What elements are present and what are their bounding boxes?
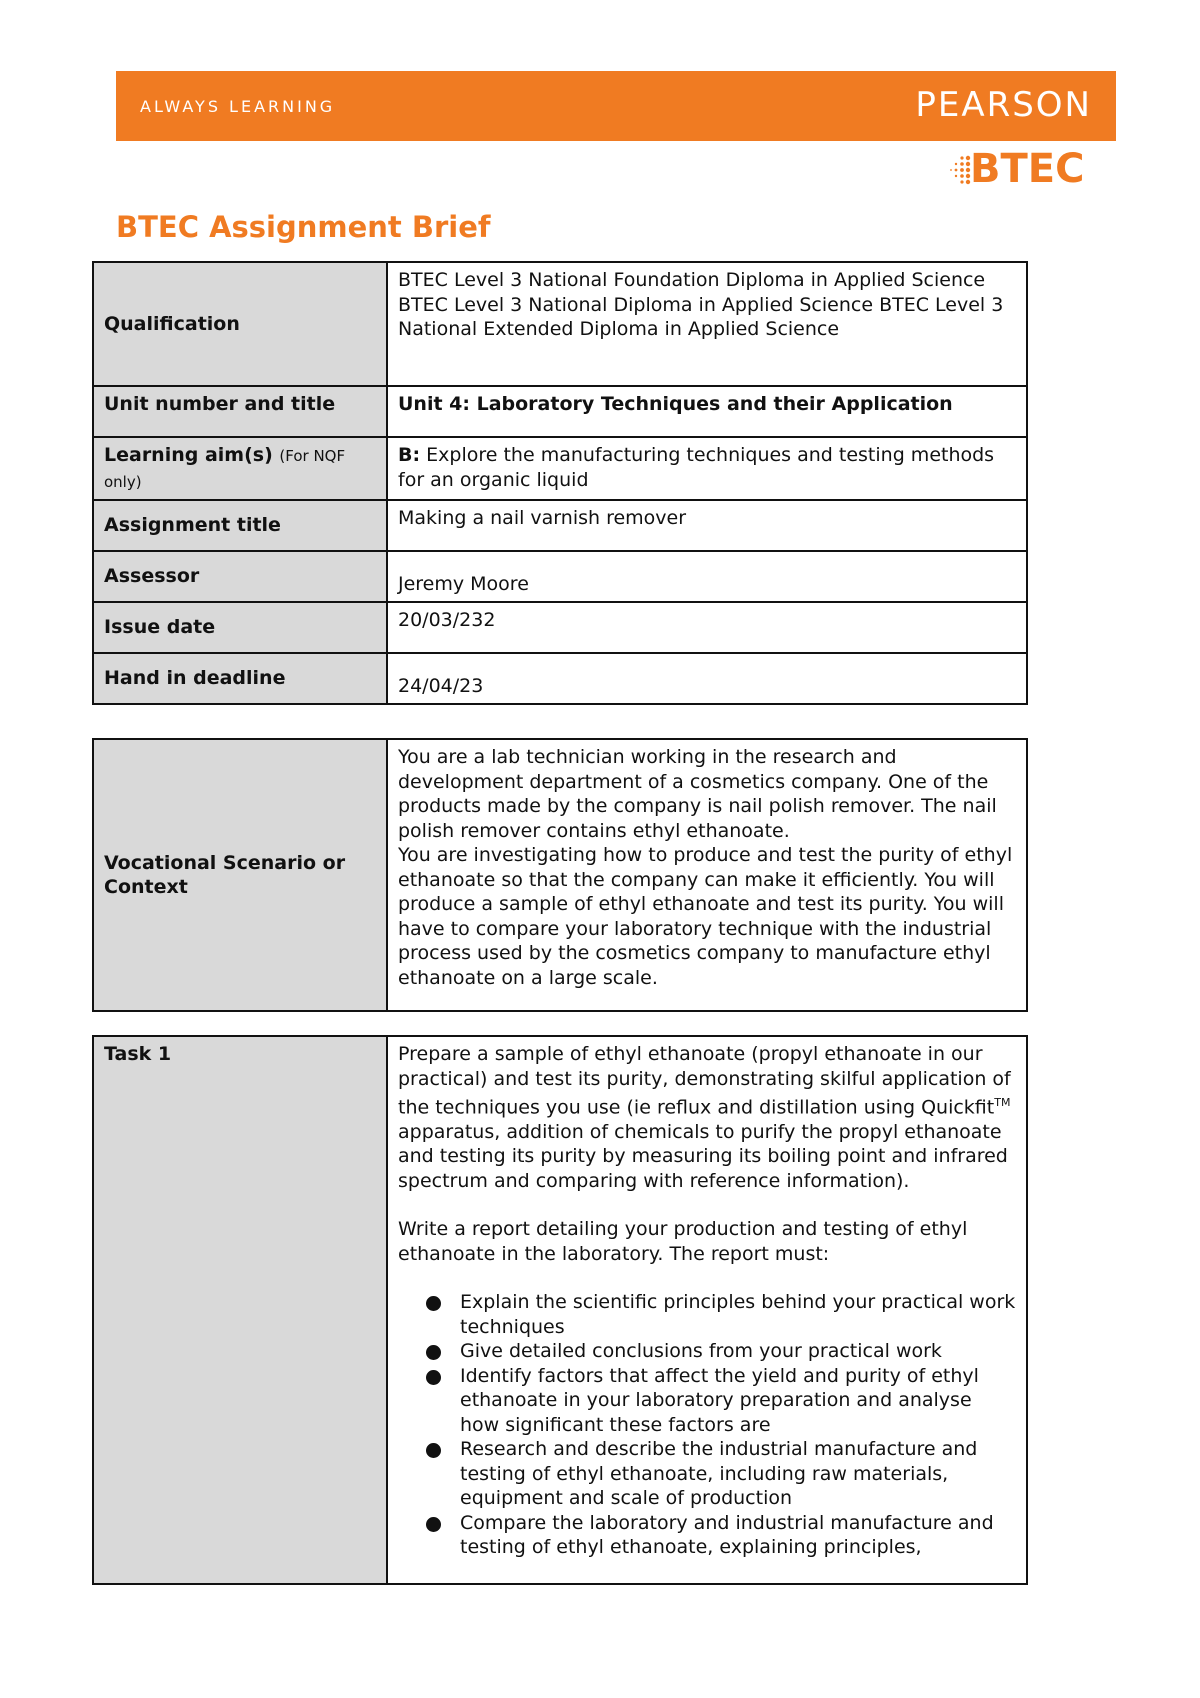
pearson-wordmark: PEARSON [915, 85, 1092, 125]
list-item [460, 1437, 1016, 1511]
task-1-requirements-list [398, 1290, 1016, 1560]
issue-date-value: 20/03/232 [387, 602, 1027, 653]
assignment-info-table [92, 261, 1028, 705]
scenario-paragraph: You are a lab technician working in the research and development department of a cosmetics company. One of the products made by the company is nail polish remover. The nail polish remover contains ethyl ethanoate. [398, 746, 997, 842]
unit-value: Unit 4: Laboratory Techniques and their Application [387, 386, 1027, 437]
assignment-title-value: Making a nail varnish remover [387, 500, 1027, 551]
list-item-text: Give detailed conclusions from your practical work [460, 1340, 942, 1363]
bullet-icon [426, 1517, 441, 1532]
list-item-text: Explain the scientific principles behind your practical work techniques [460, 1291, 1016, 1338]
task-1-content [387, 1036, 1027, 1584]
pearson-banner [116, 71, 1116, 141]
list-item [460, 1511, 1016, 1560]
assessor-label: Assessor [93, 551, 387, 602]
scenario-label: Vocational Scenario or Context [93, 739, 387, 1011]
btec-dots-icon [948, 154, 972, 186]
scenario-paragraph: You are investigating how to produce and test the purity of ethyl ethanoate so that the company can make it efficiently. You will produce a sample of ethyl ethanoate and test its purity. You will have to compare your laboratory technique with the industrial process used by the cosmetics company to manufacture ethyl ethanoate on a large scale. [398, 844, 1013, 989]
scenario-text [387, 739, 1027, 1011]
deadline-value: 24/04/23 [387, 653, 1027, 704]
page-title: BTEC Assignment Brief [116, 210, 491, 244]
task-1-report-text: Write a report detailing your production and testing of ethyl ethanoate in the laboratory. The report must: [398, 1218, 968, 1265]
btec-logo-text: BTEC [970, 146, 1085, 192]
learning-aim-prefix: B: [398, 444, 421, 466]
task-1-label: Task 1 [93, 1036, 387, 1584]
qualification-value: BTEC Level 3 National Foundation Diploma in Applied Science BTEC Level 3 National Diploma in Applied Science BTEC Level 3 National Extended Diploma in Applied Science [387, 262, 1027, 386]
learning-aim-note: (For NQF only) [104, 447, 346, 491]
unit-label: Unit number and title [93, 386, 387, 437]
table-row-issue-date [93, 602, 1027, 653]
list-item [460, 1339, 1016, 1364]
table-row-scenario [93, 739, 1027, 1011]
list-item-text: Research and describe the industrial manufacture and testing of ethyl ethanoate, including raw materials, equipment and scale of production [460, 1438, 978, 1510]
table-row-assessor [93, 551, 1027, 602]
assessor-value: Jeremy Moore [387, 551, 1027, 602]
list-item [460, 1364, 1016, 1438]
deadline-label: Hand in deadline [93, 653, 387, 704]
list-item-text: Compare the laboratory and industrial manufacture and testing of ethyl ethanoate, explaining principles, [460, 1511, 994, 1559]
bullet-icon [426, 1370, 441, 1385]
bullet-icon [426, 1443, 441, 1458]
qualification-label: Qualification [93, 262, 387, 386]
table-row-task-1 [93, 1036, 1027, 1584]
issue-date-label: Issue date [93, 602, 387, 653]
table-row-learning-aim [93, 437, 1027, 500]
task-1-intro-end: apparatus, addition of chemicals to purify the propyl ethanoate and testing its purity by measuring its boiling point and infrared spectrum and comparing with reference information). [398, 1120, 1008, 1192]
task-table [92, 1035, 1028, 1585]
learning-aim-value: Explore the manufacturing techniques and testing methods for an organic liquid [398, 444, 995, 491]
bullet-icon [426, 1296, 441, 1311]
task-1-intro [398, 1042, 1016, 1193]
table-row-assignment-title [93, 500, 1027, 551]
bullet-icon [426, 1345, 441, 1360]
assignment-title-label: Assignment title [93, 500, 387, 551]
learning-aim-label: Learning aim(s) [104, 444, 273, 466]
scenario-table [92, 738, 1028, 1012]
learning-aim-cell [93, 437, 387, 500]
list-item-text: Identify factors that affect the yield and purity of ethyl ethanoate in your laboratory preparation and analyse how significant these factors are [460, 1364, 979, 1436]
banner-tagline: ALWAYS LEARNING [140, 97, 336, 116]
table-row-deadline [93, 653, 1027, 704]
table-row-unit [93, 386, 1027, 437]
list-item [460, 1290, 1016, 1339]
learning-aim-value-cell [387, 437, 1027, 500]
trademark-mark: TM [994, 1096, 1011, 1109]
table-row-qualification [93, 262, 1027, 386]
task-1-intro-start: Prepare a sample of ethyl ethanoate (propyl ethanoate in our practical) and test its purity, demonstrating skilful application of the techniques you use (ie reflux and distillation using Quickfit [398, 1043, 1011, 1119]
